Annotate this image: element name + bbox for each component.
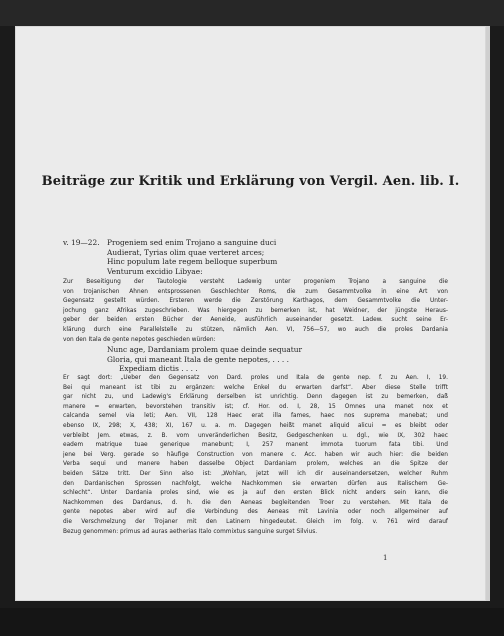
scan-background-bottom — [0, 608, 504, 636]
text-line: geber der beiden ersten Bücher der Aeneide, ausführlich auseinander gesetzt. Ladew. sucht seine Er- — [63, 317, 448, 324]
text-line: den Dardanischen Sprossen nachfolgt, welche Nachkommen sie erwarten dürfen aus Italischem Ge- — [63, 480, 448, 487]
page-title: Beiträge zur Kritik und Erklärung von Vergil. Aen. lib. I. — [41, 174, 460, 189]
quote-block — [107, 345, 302, 374]
text-line: Er sagt dort: „Ueber den Gegensatz von Dard. proles und Itala de gente nep. f. zu Aen. I, 19. — [63, 375, 448, 381]
paragraph-2 — [63, 374, 448, 537]
verse-line: Venturum excidio Libyae: — [107, 266, 203, 276]
verse-line: Hinc populum late regem belloque superbum — [107, 257, 278, 267]
text-line: Verba sequi und manere haben dasselbe Object Dardaniam prolem, welches an die Spitze der — [63, 461, 448, 468]
text-line: Bezug genommen: primus ad auras aetherias Italo commixtus sanguine surget Silvius. — [63, 528, 318, 535]
text-line: jochung ganz Afrikas zugeschrieben. Was hiergegen zu bemerken ist, hat Weidner, der jüngste Heraus- — [63, 307, 448, 314]
verse-line: Audierat, Tyrias olim quae verteret arces; — [107, 247, 265, 257]
page-number: 1 — [383, 554, 388, 562]
text-line: manere = erwarten, bevorstehen transitiv ist; cf. Hor. od. I, 28, 15 Omnes una manet nox et — [63, 403, 448, 410]
text-line: ebenso IX, 298; X, 438; XI, 167 u. a. m. Dagegen heißt manet aliquid alicui = es bleibt oder — [63, 422, 448, 429]
scan-background-top — [0, 0, 504, 26]
page-edge — [486, 26, 490, 601]
text-line: Gegensatz gestellt würden. Ersteren werde die Zerstörung Karthagos, dem Gesammtvolke die Unter- — [63, 298, 448, 305]
paragraph-1 — [63, 278, 448, 345]
text-line: calcanda semel via leti; Aen. VII, 128 Haec erat illa fames, haec nos suprema manebat; und — [63, 413, 448, 420]
document-page — [15, 26, 486, 601]
verse-block — [107, 238, 277, 276]
text-line: verbleibt Jem. etwas, z. B. vom unveränderlichen Besitz, Gedgeschenken u. dgl., wie IX, 302 haec — [63, 432, 448, 439]
text-line: Bei qui maneant ist tibi zu ergänzen: welche Enkel du erwarten darfst“. Aber diese Stelle trifft — [63, 384, 448, 391]
verse-line: Progeniem sed enim Trojano a sanguine duci — [107, 238, 277, 247]
text-line: gar nicht zu, und Ladewig's Erklärung derselben ist unrichtig. Denn dagegen ist zu bemerken, daß — [63, 394, 448, 401]
text-line: klärung durch eine Parallelstelle zu stützen, nämlich Aen. VI, 756—57, wo auch die proles Dardania — [63, 326, 448, 333]
text-line: die Verschmelzung der Trojaner mit den Latinern hingedeutet. Gleich im folg. v. 761 wird darauf — [63, 518, 448, 525]
text-line: Zur Beseitigung der Tautologie versteht Ladewig unter progeniem Trojano a sanguine die — [63, 279, 448, 285]
quote-line: Expediam dictis . . . . — [119, 364, 198, 374]
text-line: gente nepotes aber wird auf die Verbindung des Aeneas mit Lavinia oder noch allgemeiner auf — [63, 509, 448, 516]
text-line: eadem matrique tuae generique manebunt; I, 257 manent immota tuorum fata tibi. Und — [63, 442, 448, 449]
text-line: von trojanischen Ahnen entsprossenen Geschlechter Roms, die zum Gesammtvolke in eine Art von — [63, 288, 448, 295]
quote-line: Gloria, qui maneant Itala de gente nepotes, . . . . — [107, 354, 289, 364]
quote-line: Nunc age, Dardaniam prolem quae deinde sequatur — [107, 345, 303, 354]
text-line: Nachkommen des Dardanus, d. h. die den Aeneas begleitenden Troer zu verstehen. Mit Itala de — [63, 499, 448, 506]
text-line: schlecht“. Unter Dardania proles sind, wie es ja auf den ersten Blick nicht anders sein kann, die — [63, 490, 448, 497]
text-line: beiden Sätze tritt. Der Sinn also ist: „Wohlan, jetzt will ich dir auseinandersetzen, welcher Ruhm — [63, 470, 448, 477]
text-line: von den Itala de gente nepotes geschieden würden: — [63, 336, 216, 343]
verse-reference: v. 19—22. — [63, 238, 100, 247]
text-line: jene bei Verg. gerade so häufige Construction von manere c. Acc. haben wir auch hier: die beiden — [63, 451, 448, 458]
